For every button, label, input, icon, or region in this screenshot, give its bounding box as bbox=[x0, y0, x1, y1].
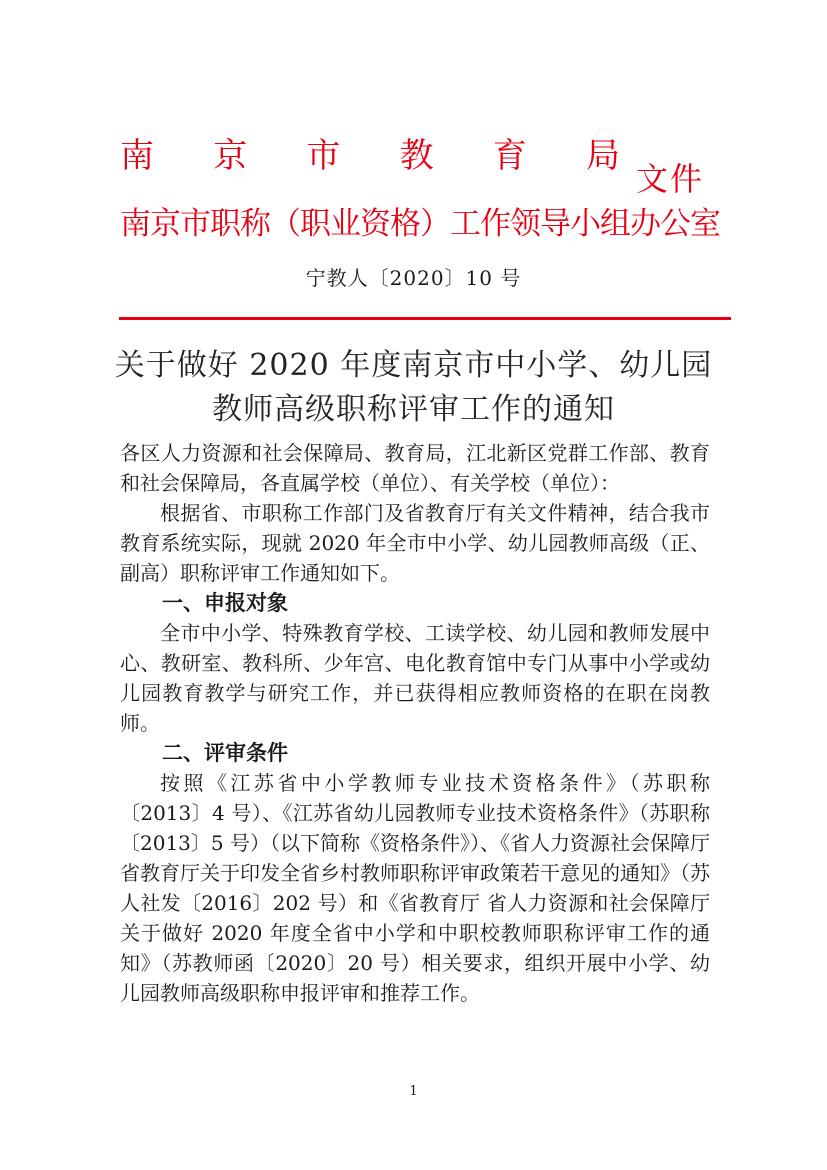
section-paragraph: 按照《江苏省中小学教师专业技术资格条件》（苏职称〔2013〕4 号）、《江苏省幼儿园教师专业技术资格条件》（苏职称〔2013〕5 号）（以下简称《资格条件》）、《省人力资源社会保障厅 省教育厅关于印发全省乡村教师职称评审政策若干意见的通知》（苏人社发〔2016〕202 号）和《省教育厅 省人力资源和社会保障厅关于做好 2020 年度全省中小学和中职校教师职称评审工作的通知》（苏教师函〔2020〕20 号）相关要求，组织开展中小学、幼儿园教师高级职称申报评审和推荐工作。 bbox=[120, 771, 710, 1005]
issuer-name-1 bbox=[120, 128, 620, 177]
issuer-char: 局 bbox=[585, 136, 620, 176]
section-paragraph: 全市中小学、特殊教育学校、工读学校、幼儿园和教师发展中心、教研室、教科所、少年宫、电化教育馆中专门从事中小学或幼儿园教育教学与研究工作，并已获得相应教师资格的在职在岗教师。 bbox=[120, 621, 710, 735]
issuer-name-2: 南京市职称（职业资格）工作领导小组办公室 bbox=[120, 206, 720, 242]
section-heading: 二、评审条件 bbox=[162, 741, 288, 765]
issuer-char: 育 bbox=[492, 136, 527, 176]
issuer-char: 市 bbox=[306, 136, 341, 176]
document-number: 宁教人〔2020〕10 号 bbox=[305, 266, 522, 290]
salutation: 各区人力资源和社会保障局、教育局，江北新区党群工作部、教育和社会保障局，各直属学校（单位）、有关学校（单位）： bbox=[120, 441, 710, 495]
document-title-line-1: 关于做好 2020 年度南京市中小学、幼儿园 bbox=[114, 348, 713, 383]
issuer-char: 京 bbox=[213, 136, 248, 176]
document-label: 文件 bbox=[636, 160, 705, 198]
red-divider bbox=[119, 317, 731, 320]
intro-paragraph: 根据省、市职称工作部门及省教育厅有关文件精神，结合我市教育系统实际，现就 2020 年全市中小学、幼儿园教师高级（正、副高）职称评审工作通知如下。 bbox=[120, 501, 710, 585]
section-heading: 一、申报对象 bbox=[162, 591, 288, 615]
page-number: 1 bbox=[409, 1084, 418, 1099]
issuer-char: 南 bbox=[120, 136, 154, 176]
document-body bbox=[120, 438, 710, 1008]
document-title-line-2: 教师高级职称评审工作的通知 bbox=[212, 392, 615, 427]
issuer-char: 教 bbox=[399, 136, 434, 176]
